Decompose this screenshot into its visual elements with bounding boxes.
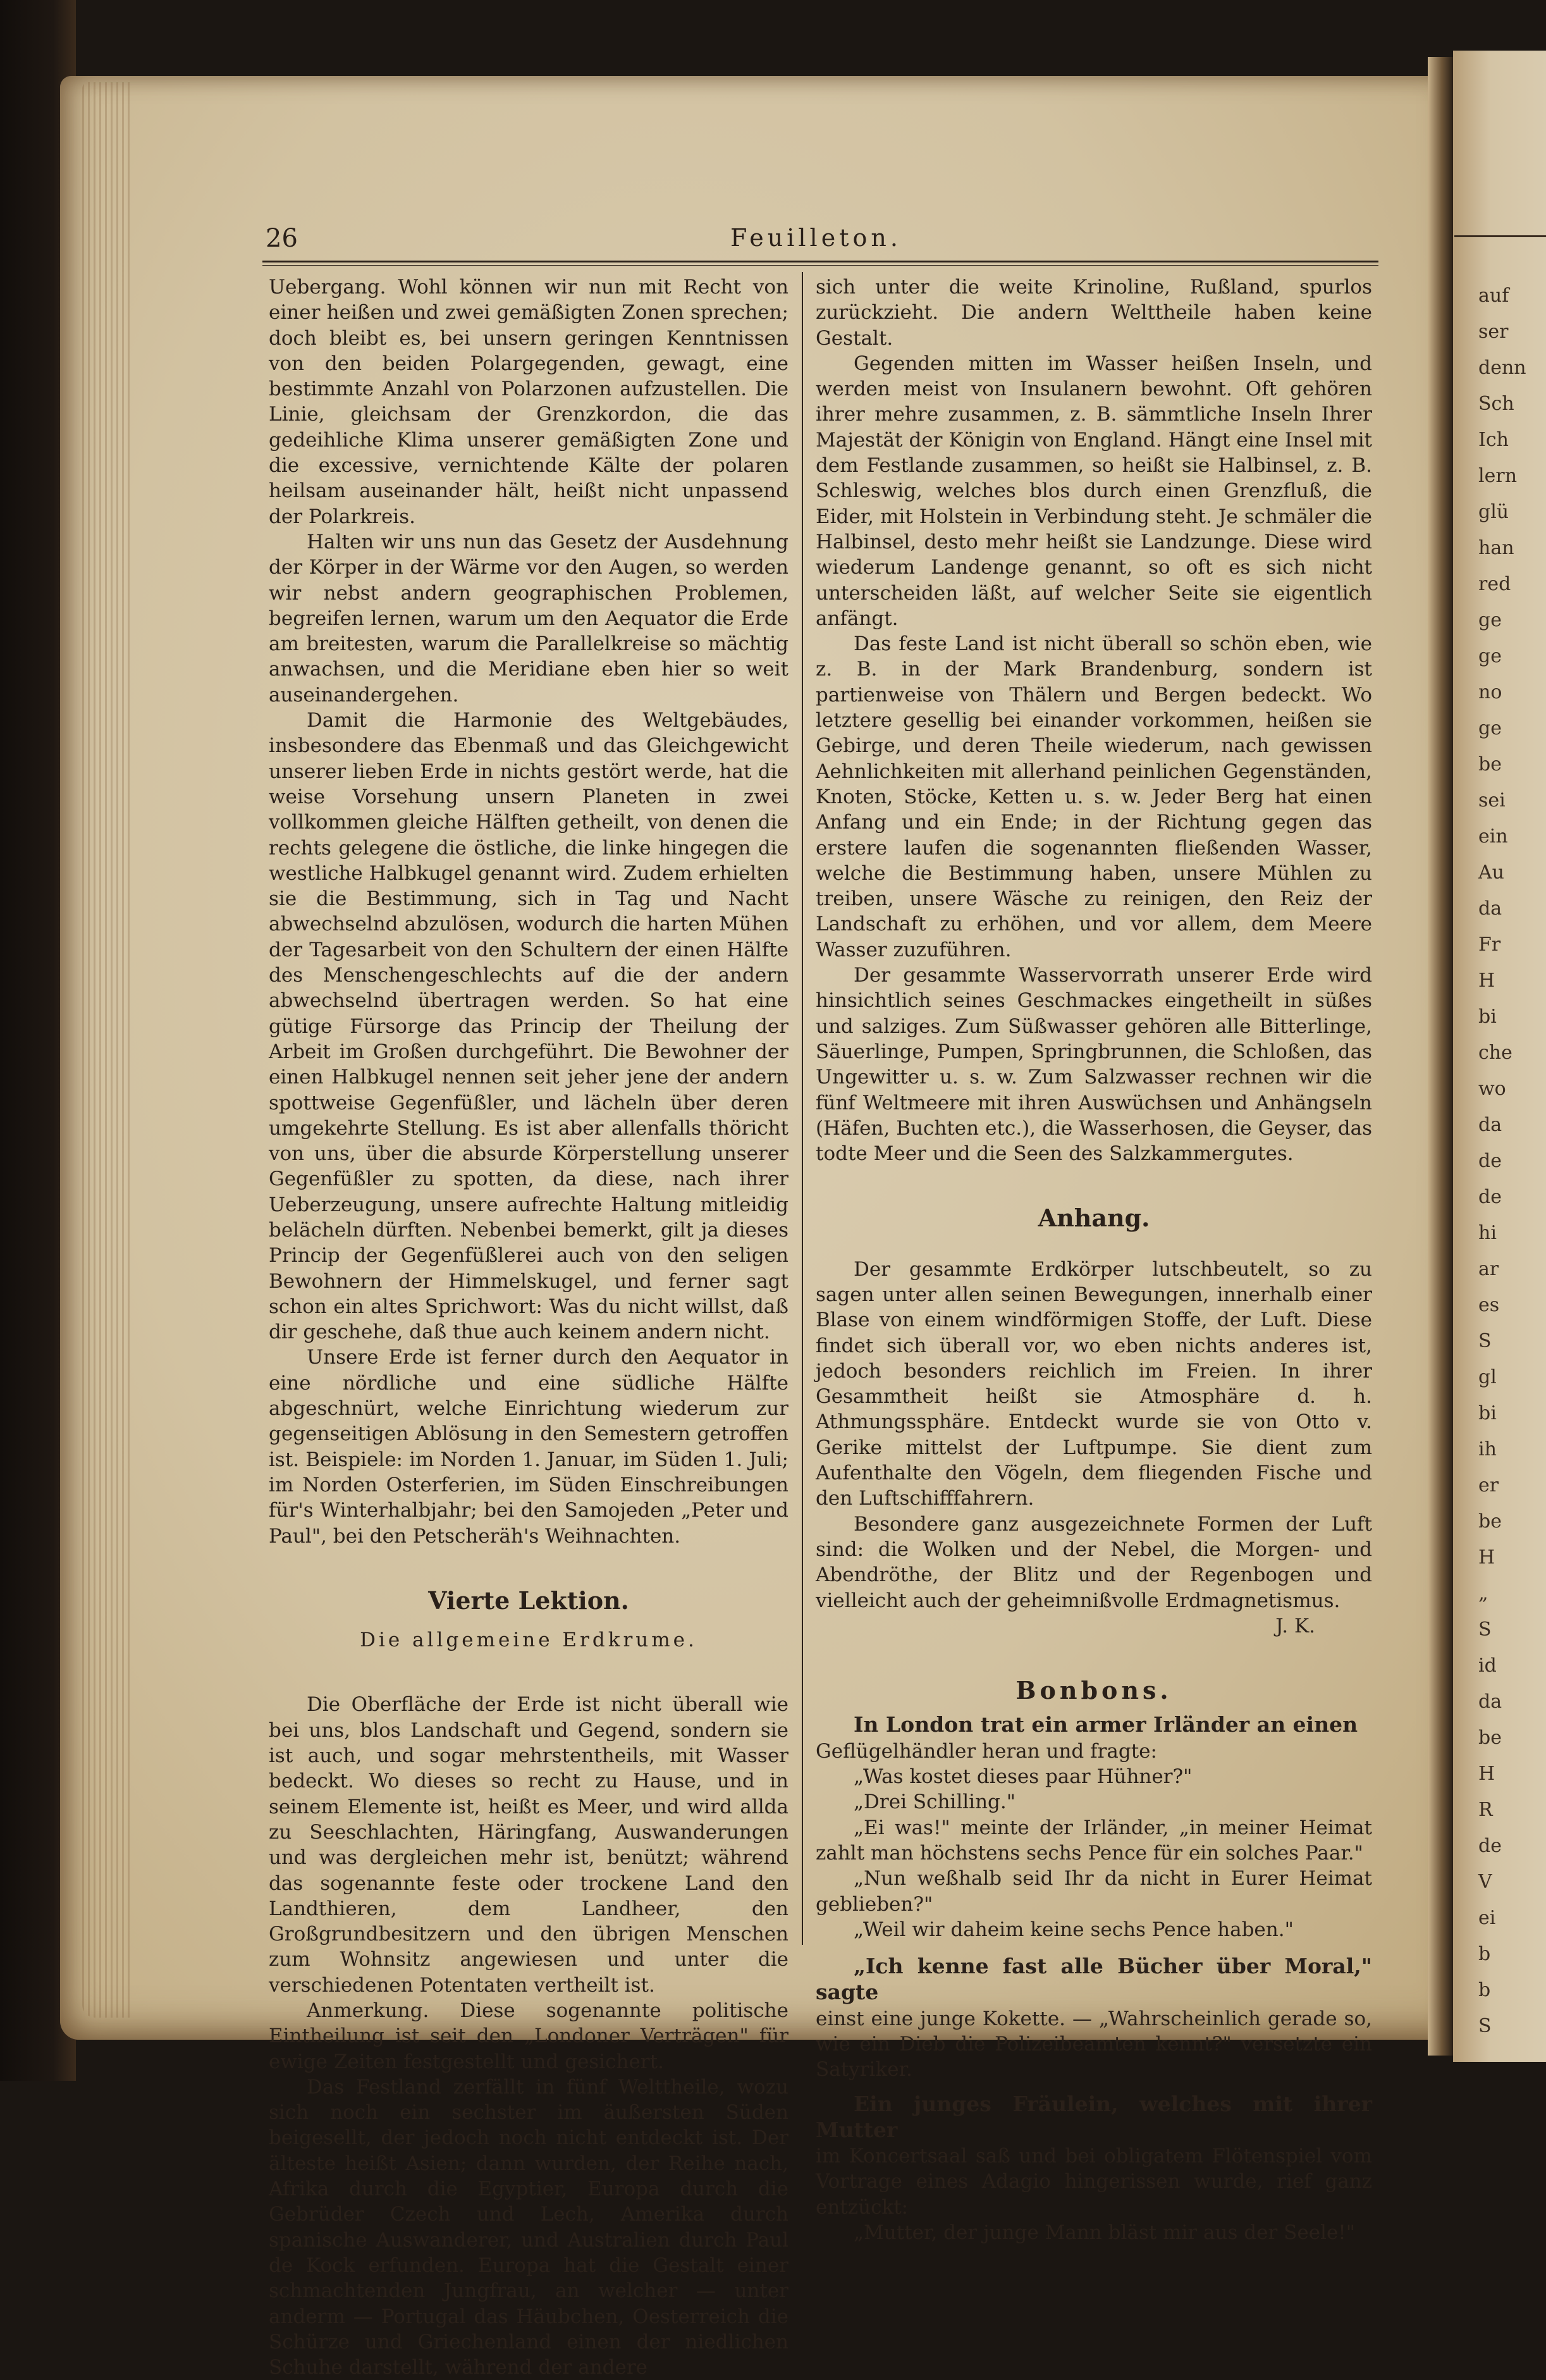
bonbons-title: Bonbons. [1015,1676,1172,1705]
adjacent-page-text: S [1478,1619,1492,1641]
adjacent-page-text: Sch [1478,393,1514,415]
header-rule-thin [262,265,1378,266]
adjacent-page-text: ser [1478,321,1509,343]
adjacent-page-text: Fr [1478,934,1501,956]
anecdote-body: einst eine junge Kokette. — „Wahrscheinlich gerade so, wie ein Dieb die Polizeibeamten kennt?" versetzte ein Satyriker. [816,2007,1372,2081]
anecdote-line: „Was kostet dieses paar Hühner?" [854,1765,1193,1789]
adjacent-page-text: bi [1478,1402,1497,1424]
adjacent-page-text: H [1478,1546,1495,1569]
right-column [816,274,1372,2245]
adjacent-page-text: han [1478,537,1514,559]
adjacent-page-text: bi [1478,1006,1497,1028]
adjacent-page-text: Au [1478,861,1504,884]
adjacent-page-text: b [1478,1979,1491,2001]
paragraph: Damit die Harmonie des Weltgebäudes, insbesondere das Ebenmaß und das Gleichgewicht unserer lieben Erde in nichts gestört werde, hat die weise Vorsehung unsern Planeten in zwei vollkommen gleiche Hälften getheilt, von denen die rechts gelegene die östliche, die linke hingegen die westliche Halbkugel genannt wird. Zudem erhielten sie die Bestimmung, sich in Tag und Nacht abwechselnd abzulösen, wodurch die harten Mühen der Tagesarbeit von den Schultern der einen Hälfte des Menschengeschlechts auf die der andern abwechselnd übertragen werden. So hat eine gütige Fürsorge das Princip der Theilung der Arbeit im Großen durchgeführt. Die Bewohner der einen Halbkugel nennen seit jeher jene der andern spottweise Gegenfüßler, und lächeln über deren umgekehrte Stellung. Es ist aber allenfalls thöricht von uns, über die absurde Körperstellung unserer Gegenfüßler zu spotten, da diese, nach ihrer Ueberzeugung, unsere aufrechte Haltung mitleidig belächeln dürften. Nebenbei bemerkt, gilt ja dieses Princip der Gegenfüßlerei auch von den seligen Bewohnern der Himmelskugel, und ferner sagt schon ein altes Sprichwort: Was du nicht willst, daß dir geschehe, daß thue auch keinem andern nicht. [269,709,788,1344]
adjacent-page-fragment [1453,51,1546,2062]
adjacent-page-text: che [1478,1042,1512,1064]
adjacent-page-text: ge [1478,609,1502,631]
adjacent-page-text: auf [1478,285,1509,307]
book-gutter [1428,57,1453,2056]
anecdote-line: „Nun weßhalb seid Ihr da nicht in Eurer Heimat geblieben?" [816,1867,1372,1916]
paragraph: Der gesammte Wasservorrath unserer Erde wird hinsichtlich seines Geschmackes eingetheilt in süßes und salziges. Zum Süßwasser gehören alle Bitterlinge, Säuerlinge, Pumpen, Springbrunnen, die Schloßen, das Ungewitter u. s. w. Zum Salzwasser rechnen wir die fünf Weltmeere mit ihren Auswüchsen und Anhängseln (Häfen, Buchten etc.), die Wasserhosen, die Geyser, das todte Meer und die Seen des Salzkammergutes. [816,964,1372,1166]
adjacent-page-text: da [1478,1691,1502,1713]
paragraph: Die Oberfläche der Erde ist nicht überall wie bei uns, blos Landschaft und Gegend, sondern sie ist auch, und sogar mehrstentheils, mit Wasser bedeckt. Wo dieses so recht zu Hause, und in seinem Elemente ist, heißt es Meer, und wird allda zu Seeschlachten, Häringfang, Auswanderungen und was dergleichen mehr ist, benützt; während das sogenannte feste oder trockene Land den Landthieren, dem Landheer, den Großgrundbesitzern und den übrigen Menschen zum Wohnsitz angewiesen und unter die verschiedenen Potentaten vertheilt ist. [269,1693,788,1997]
adjacent-page-text: ge [1478,645,1502,667]
running-head: Feuilleton. [730,224,902,252]
paragraph: Halten wir uns nun das Gesetz der Ausdehnung der Körper in der Wärme vor den Augen, so werden wir nebst andern geographischen Problemen, begreifen lernen, warum um den Aequator die Erde am breitesten, warum die Parallelkreise so mächtig anwachsen, und die Meridiane eben hier so weit auseinandergehen. [269,530,788,706]
adjacent-page-text: es [1478,1294,1500,1316]
paragraph: Unsere Erde ist ferner durch den Aequator in eine nördliche und eine südliche Hälfte abgeschnürt, welche Einrichtung wiederum zur gegenseitigen Ablösung in den Semestern getroffen ist. Beispiele: im Norden 1. Januar, im Süden 1. Juli; im Norden Osterferien, im Süden Einschreibungen für's Winterhalbjahr; bei den Samojeden „Peter und Paul", bei den Petscheräh's Weihnachten. [269,1346,788,1548]
adjacent-page-rule [1454,235,1546,237]
anecdote-body: im Koncertsaal saß und bei obligatem Flötenspiel vom Vortrage eines Adagio hingerissen wurde, rief ganz entzückt: [816,2145,1372,2219]
anecdote-lead-text: „Ich kenne fast alle Bücher über Moral," sagte [816,1954,1372,2005]
page-edge-stack [82,82,133,2018]
anhang-title: Anhang. [1038,1204,1150,1233]
adjacent-page-text: sei [1478,789,1506,811]
adjacent-page-text: er [1478,1474,1499,1496]
adjacent-page-text: ge [1478,717,1502,739]
anecdote-line: Geflügelhändler heran und fragte: [816,1739,1157,1763]
adjacent-page-text: id [1478,1655,1497,1677]
paragraph: Das Festland zerfällt in fünf Welttheile, wozu sich noch ein sechster im äußersten Süden beigesellt, der jedoch noch nicht entdeckt ist. Der älteste heißt Asien; dann wurden, der Reihe nach, Afrika durch die Egyptier, Europa durch die Gebrüder Czech und Lech, Amerika durch spanische Auswanderer, und Australien durch Paul de Kock erfunden. Europa hat die Gestalt einer schmachtenden Jungfrau, an welcher — unter anderm — Portugal das Häubchen, Oesterreich die Schürze und Griechenland einen der niedlichen Schuhe darstellt, während der andere [269,2075,788,2379]
adjacent-page-text: S [1478,2015,1492,2037]
adjacent-page-text: ar [1478,1258,1499,1280]
anecdote-line: „Drei Schilling." [854,1791,1015,1814]
adjacent-page-text: b [1478,1943,1491,1965]
anecdote-quote: „Mutter, der junge Mann bläst mir aus der Seele!" [854,2221,1356,2245]
paragraph: Das feste Land ist nicht überall so schön eben, wie z. B. in der Mark Brandenburg, sondern ist partienweise von Thälern und Bergen bedeckt. Wo letztere gesellig bei einander vorkommen, heißen sie Gebirge, und deren Theile wiederum, nach gewissen Aehnlichkeiten mit allerhand peinlichen Gegenständen, Knoten, Stöcke, Ketten u. s. w. Jeder Berg hat einen Anfang und ein Ende; in der Richtung gegen das erstere laufen die sogenannten fließenden Wasser, welche die Bestimmung haben, unsere Mühlen zu treiben, unsere Wäsche zu reinigen, den Reiz der Landschaft zu erhöhen, und vor allem, dem Meere Wasser zuzuführen. [816,632,1372,961]
paragraph: Gegenden mitten im Wasser heißen Inseln, und werden meist von Insulanern bewohnt. Oft gehören ihrer mehre zusammen, z. B. sämmtliche Inseln Ihrer Majestät der Königin von England. Hängt eine Insel mit dem Festlande zusammen, so heißt sie Halbinsel, z. B. Schleswig, welches blos durch einen Grenzfluß, die Eider, mit Holstein in Verbindung steht. Je schmäler die Halbinsel, desto mehr heißt sie Landzunge. Diese wird wiederum Landenge genannt, so oft es sich nicht unterscheiden läßt, auf welcher Seite sie eigentlich anfängt. [816,352,1372,630]
adjacent-page-text: S [1478,1330,1492,1352]
adjacent-page-text: ih [1478,1438,1497,1460]
adjacent-page-text: glü [1478,501,1509,523]
adjacent-page-text: R [1478,1799,1493,1821]
signature: J. K. [1275,1614,1315,1637]
adjacent-page-text: gl [1478,1366,1497,1388]
paragraph: sich unter die weite Krinoline, Rußland, spurlos zurückzieht. Die andern Welttheile haben keine Gestalt. [816,276,1372,350]
paragraph: Uebergang. Wohl können wir nun mit Recht von einer heißen und zwei gemäßigten Zonen sprechen; doch bleibt es, bei unsern geringen Kenntnissen von den beiden Polargegenden, gewagt, eine bestimmte Anzahl von Polarzonen aufzustellen. Die Linie, gleichsam der Grenzkordon, die das gedeihliche Klima unserer gemäßigten Zone und die excessive, vernichtende Kälte der polaren heilsam auseinander hält, heißt nicht unpassend der Polarkreis. [269,276,788,528]
adjacent-page-text: be [1478,1727,1502,1749]
adjacent-page-text: ein [1478,825,1508,848]
adjacent-page-text: be [1478,753,1502,775]
anecdote-lead [816,1712,1372,1738]
header-rule [262,261,1378,262]
adjacent-page-text: da [1478,897,1502,920]
adjacent-page-text: „ [1478,1582,1488,1605]
adjacent-page-text: wo [1478,1078,1506,1100]
adjacent-page-text: be [1478,1510,1502,1532]
adjacent-page-text: H [1478,970,1495,992]
adjacent-page-text: V [1478,1871,1492,1893]
page-number: 26 [266,224,298,253]
adjacent-page-text: red [1478,573,1511,595]
adjacent-page-text: no [1478,681,1502,703]
adjacent-page-text: H [1478,1763,1495,1785]
anecdote-lead-text: In London trat ein armer Irländer an einen [854,1712,1358,1737]
adjacent-page-text: da [1478,1114,1502,1136]
adjacent-page-text: de [1478,1835,1502,1857]
paragraph: Besondere ganz ausgezeichnete Formen der Luft sind: die Wolken und der Nebel, die Morgen- und Abendröthe, der Blitz und der Regenbogen und vielleicht auch der geheimnißvolle Erdmagnetismus. [816,1512,1372,1612]
anecdote-line: „Weil wir daheim keine sechs Pence haben." [854,1918,1294,1941]
adjacent-page-text: lern [1478,465,1518,487]
adjacent-page-text: hi [1478,1222,1497,1244]
paragraph: Anmerkung. Diese sogenannte politische Eintheilung ist seit den „Londoner Verträgen" für ewige Zeiten festgestellt und gesichert. [269,1999,788,2073]
adjacent-page-text: de [1478,1186,1502,1208]
adjacent-page-text: Ich [1478,429,1509,451]
section-subtitle: Die allgemeine Erdkrume. [360,1629,697,1652]
anecdote-lead-text: Ein junges Fräulein, welches mit ihrer Mutter [816,2091,1372,2142]
paragraph: Der gesammte Erdkörper lutschbeutelt, so zu sagen unter allen seinen Bewegungen, innerhalb einer Blase von einem windförmigen Stoffe, der Luft. Diese findet sich überall vor, wo eben nichts anderes ist, jedoch besonders reichlich im Freien. In ihrer Gesammtheit heißt sie Atmosphäre d. h. Athmungssphäre. Entdeckt wurde sie von Otto v. Gerike mittelst der Luftpumpe. Sie dient zum Aufenthalte den Vögeln, dem fliegenden Fische und den Luftschifffahrern. [816,1257,1372,1510]
anecdote-lead [816,2092,1372,2144]
adjacent-page-text: denn [1478,357,1526,379]
anecdote-lead [816,1954,1372,2006]
anecdote-line: „Ei was!" meinte der Irländer, „in meiner Heimat zahlt man höchstens sechs Pence für ein solches Paar." [816,1816,1372,1865]
column-divider [802,272,803,1945]
adjacent-page-text: de [1478,1150,1502,1172]
adjacent-page-text: ei [1478,1907,1496,1929]
section-title: Vierte Lektion. [428,1586,629,1615]
left-column [269,274,788,2380]
